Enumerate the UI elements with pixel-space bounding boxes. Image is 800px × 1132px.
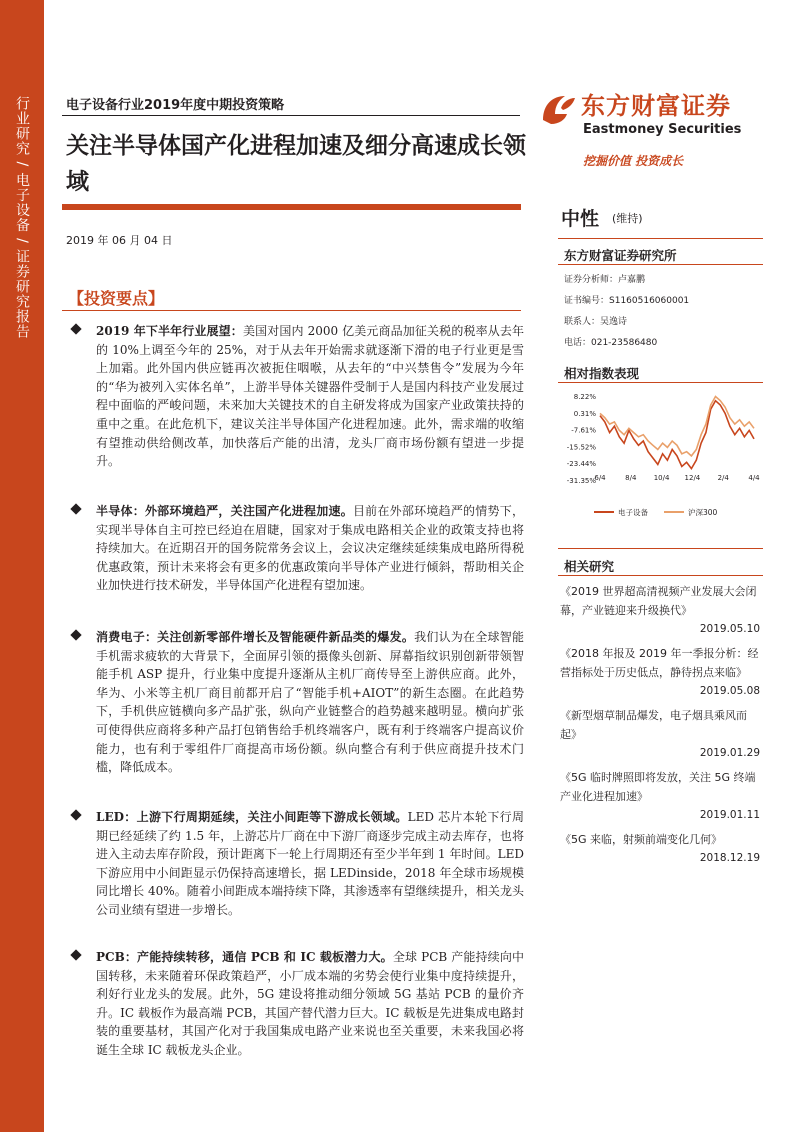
related-item[interactable] xyxy=(560,706,760,762)
contact-person: 联系人：吴逸诗 xyxy=(564,317,628,327)
y-tick-label: -15.52% xyxy=(566,443,596,452)
analyst-name: 证券分析师：卢嘉鹏 xyxy=(564,275,646,285)
point-text: 我们认为在全球智能手机需求疲软的大背景下，全面屏引领的摄像头创新、屏幕指纹识别创新带领智能手机 ASP 提升，行业集中度提升逐渐从主机厂商传导至上游供应商。此外，华为、小米等主机厂商目前都开启了“智能手机+AIOT”的新生态圈。在此趋势下，手机供应链横向多产品扩张，纵向产业链整合的趋势越来越明显。横向扩张可使得供应商将多种产品打包销售给手机终端客户，既有利于终端客户提高议价能力，也有利于零组件厂商提高市场份额。纵向整合有利于供应商提升技术门槛，降低成本。 xyxy=(96,630,524,775)
report-title: 关注半导体国产化进程加速及细分高速成长领域 xyxy=(66,133,526,195)
related-item[interactable] xyxy=(560,644,760,700)
summary-divider xyxy=(62,310,521,311)
related-list xyxy=(560,582,760,873)
related-date: 2019.01.29 xyxy=(699,747,760,759)
brand-slogan: 挖掘价值 投资成长 xyxy=(583,154,684,168)
chart-divider-bottom xyxy=(558,548,763,549)
cert-number: 证书编号：S1160516060001 xyxy=(564,296,690,306)
summary-point xyxy=(72,808,524,920)
y-tick-label: -23.44% xyxy=(566,460,596,469)
chart-divider-top xyxy=(558,382,763,383)
related-title[interactable]: 《5G 临时牌照即将发放，关注 5G 终端产业化进程加速》 xyxy=(560,771,756,803)
rating-label: 中性 xyxy=(561,208,600,230)
logo-mark-icon xyxy=(539,92,579,126)
legend-label: 沪深300 xyxy=(688,508,718,517)
related-title[interactable]: 《2019 世界超高清视频产业发展大会闭幕，产业链迎来升级换代》 xyxy=(560,585,757,617)
report-date: 2019 年 06 月 04 日 xyxy=(66,234,173,247)
y-tick-label: 8.22% xyxy=(573,393,596,401)
point-text: LED 芯片本轮下行周期已经延续了约 1.5 年，上游芯片厂商在中下游厂商逐步完成主动去库存，也将进入主动去库存阶段，预计距离下一轮上行周期还有至少半年到 1 年时间。LED 下游应用中小间距显示仍保持高速增长，据 LEDinside，2018 年全球市场规模同比增长 40%。随着小间距成本端持续下降，其渗透率有望继续提升，相关龙头公司业绩有望进一步增长。 xyxy=(96,810,524,917)
rating-divider xyxy=(558,238,763,239)
related-date: 2019.05.10 xyxy=(699,623,760,635)
y-tick-label: 0.31% xyxy=(573,409,596,418)
sidebar-label: 行业研究 / 电子设备 / 证券研究报告 xyxy=(14,96,30,340)
x-tick-label: 12/4 xyxy=(684,474,701,482)
point-text: 美国对国内 2000 亿美元商品加征关税的税率从去年的 10%上调至今年的 25%，对于从去年开始需求就逐渐下滑的电子行业更是雪上加霜。此外国内供应链再次被扼住咽喉，从去年的“中兴禁售令”发展为今年的“华为被列入实体名单”，上游半导体关键器件受制于人是国内科技产业发展过程中面临的严峻问题，未来加大关键技术的自主研发将成为国家产业政策扶持的重中之重。在此危机下，建议关注半导体国产化进程加速。此外，需求端的收缩有望推动供给侧改革，加快落后产能的出清，龙头厂商市场份额有望进一步提升。 xyxy=(96,324,525,469)
brand-name-cn: 东方财富证券 xyxy=(581,92,731,120)
summary-point xyxy=(72,502,524,595)
x-tick-label: 10/4 xyxy=(653,474,670,482)
related-date: 2018.12.19 xyxy=(699,852,760,864)
brand-logo xyxy=(539,86,749,176)
related-date: 2019.05.08 xyxy=(699,685,760,697)
point-text: 目前在外部环境趋严的情势下，实现半导体自主可控已经迫在眉睫，国家对于集成电路相关企业的政策支持也将持续加大。在近期召开的国务院常务会议上，会议决定继续延续集成电路所得税优惠政策，预计未来将会有更多的优惠政策向半导体产业进行倾斜，帮助相关企业加快进行技术研发，半导体国产化进程有望加速。 xyxy=(96,504,524,593)
related-heading: 相关研究 xyxy=(564,559,615,574)
rating-qualifier: (维持) xyxy=(612,212,643,225)
subtitle-divider xyxy=(62,115,520,116)
chart-svg xyxy=(556,388,766,528)
related-item[interactable] xyxy=(560,768,760,824)
x-tick-label: 2/4 xyxy=(717,474,729,482)
y-tick-label: -31.35% xyxy=(566,477,596,485)
summary-heading: 【投资要点】 xyxy=(68,289,165,308)
point-lead: 半导体：外部环境趋严，关注国产化进程加速。 xyxy=(96,504,353,518)
related-title[interactable]: 《新型烟草制品爆发，电子烟具乘风而起》 xyxy=(560,709,747,741)
related-item[interactable] xyxy=(560,830,760,867)
institute-name: 东方财富证券研究所 xyxy=(564,248,677,263)
report-subtitle: 电子设备行业2019年度中期投资策略 xyxy=(66,98,285,113)
point-lead: 2019 年下半年行业展望： xyxy=(96,324,243,338)
related-divider xyxy=(558,575,763,576)
related-title[interactable]: 《5G 来临，射频前端变化几何》 xyxy=(560,833,723,846)
phone-number: 电话：021-23586480 xyxy=(564,338,658,348)
title-accent-bar xyxy=(62,204,521,210)
y-tick-label: -7.61% xyxy=(571,426,596,435)
summary-point xyxy=(72,628,524,777)
related-item[interactable] xyxy=(560,582,760,638)
x-tick-label: 4/4 xyxy=(748,474,760,482)
legend-label: 电子设备 xyxy=(618,508,648,517)
point-lead: 消费电子：关注创新零部件增长及智能硬件新品类的爆发。 xyxy=(96,630,415,644)
point-text: 全球 PCB 产能持续向中国转移，未来随着环保政策趋严，小厂成本端的劣势会使行业集中度持续提升，利好行业龙头的发展。此外，5G 建设将推动细分领域 5G 基站 PCB 的量价齐升。IC 载板作为最高端 PCB，其国产替代潜力巨大。IC 载板是先进集成电路封装的重要基材，其国产化对于我国集成电路产业来说也至关重要，未来我国必将诞生全球 IC 载板龙头企业。 xyxy=(96,950,524,1057)
point-lead: LED：上游下行周期延续，关注小间距等下游成长领域。 xyxy=(96,810,408,824)
x-tick-label: 8/4 xyxy=(625,474,637,482)
series-line xyxy=(600,397,754,456)
chart-heading: 相对指数表现 xyxy=(564,366,640,381)
brand-name-en: Eastmoney Securities xyxy=(583,122,742,137)
relative-index-chart xyxy=(556,388,766,528)
related-date: 2019.01.11 xyxy=(699,809,760,821)
related-title[interactable]: 《2018 年报及 2019 年一季报分析：经营指标处于历史低点，静待拐点来临》 xyxy=(560,647,759,679)
x-tick-label: 6/4 xyxy=(594,474,606,482)
summary-point xyxy=(72,322,524,471)
institute-divider xyxy=(558,264,763,265)
point-lead: PCB：产能持续转移，通信 PCB 和 IC 载板潜力大。 xyxy=(96,950,393,964)
summary-point xyxy=(72,948,524,1060)
